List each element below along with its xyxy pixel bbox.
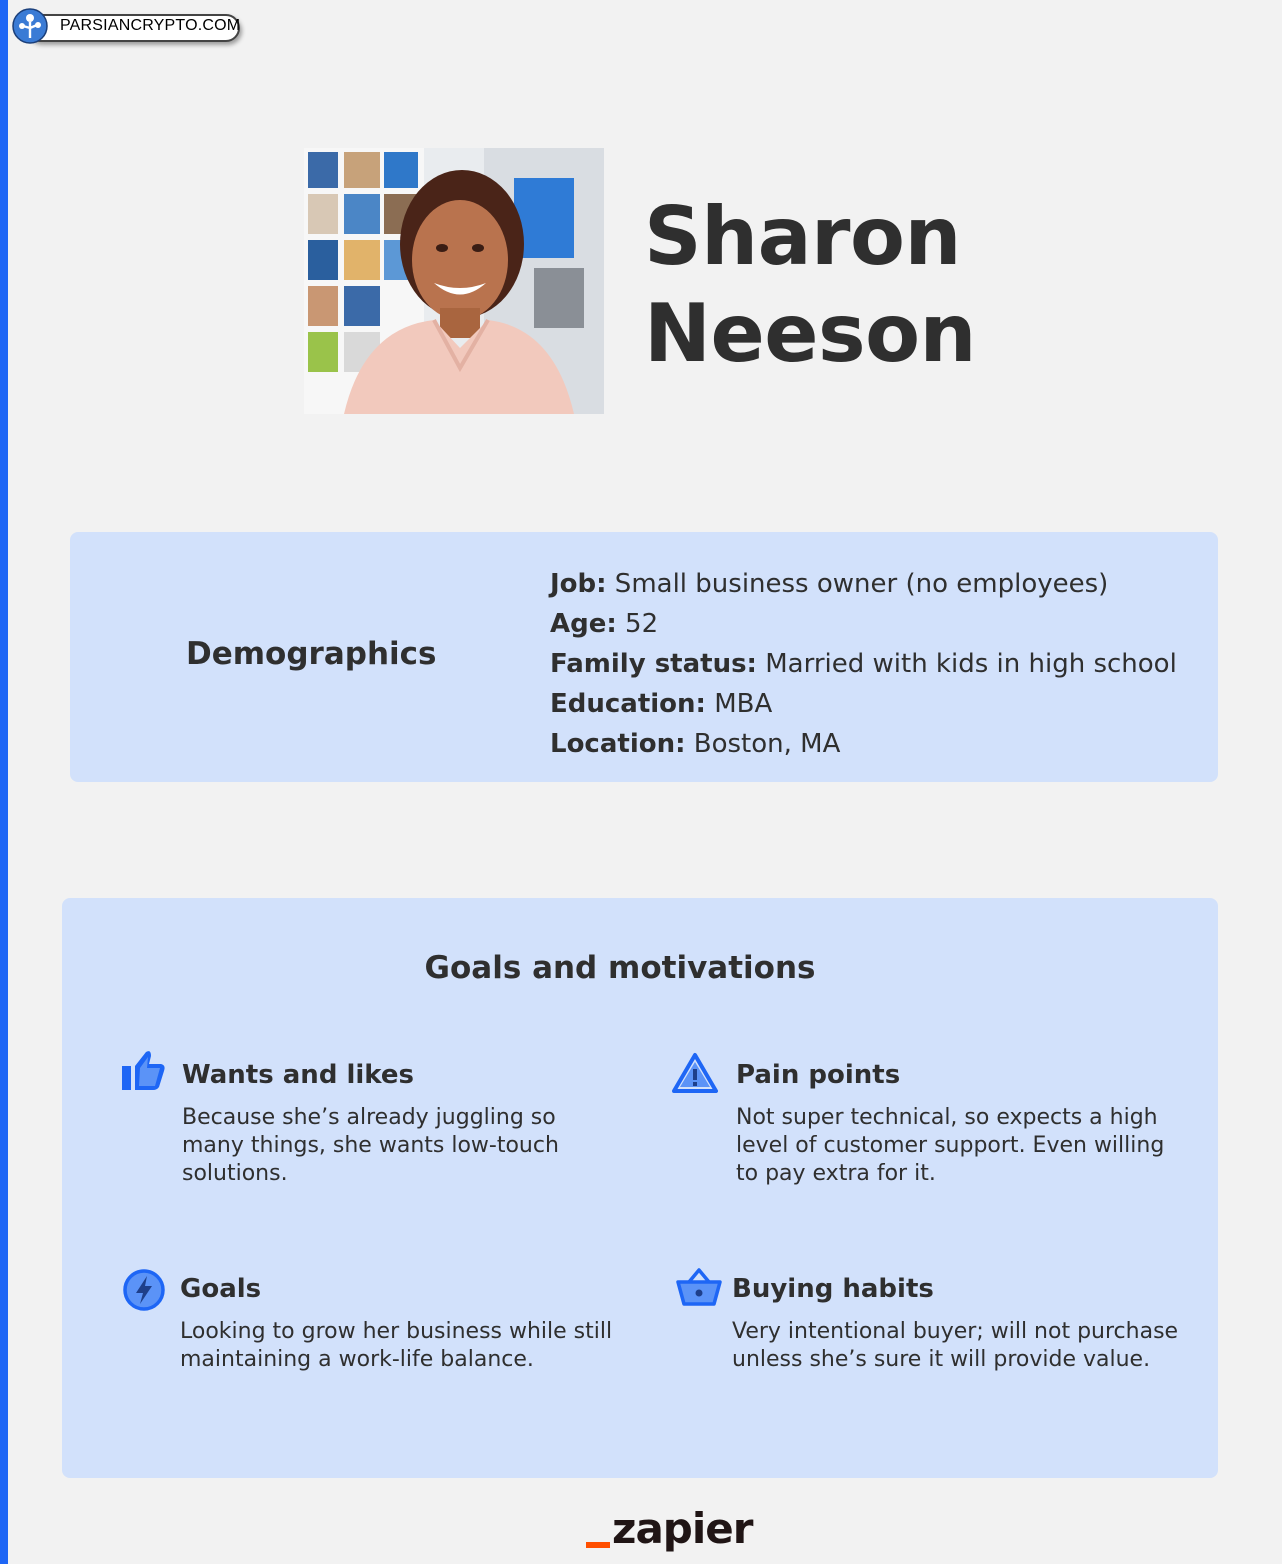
thumbs-up-icon <box>120 1048 166 1092</box>
demographic-row-location <box>550 724 1177 764</box>
persona-name <box>644 188 976 382</box>
goal-text: Because she’s already juggling so many things, she wants low-touch solutions. <box>182 1105 559 1186</box>
demographic-label: Education: <box>550 689 706 719</box>
demographic-value: Small business owner (no employees) <box>606 569 1109 599</box>
goal-text: Looking to grow her business while still maintaining a work-life balance. <box>180 1319 613 1372</box>
demographics-list <box>550 564 1177 764</box>
zapier-logo-text: zapier <box>612 1504 753 1553</box>
demographic-value: Boston, MA <box>685 729 841 759</box>
zapier-logo <box>586 1504 756 1558</box>
basket-icon <box>676 1266 722 1308</box>
warning-icon <box>672 1052 718 1094</box>
demographic-label: Job: <box>550 569 607 599</box>
goal-item-wants <box>120 1048 620 1186</box>
persona-photo <box>304 148 604 414</box>
watermark-text: PARSIANCRYPTO.COM <box>60 17 241 34</box>
persona-first-name: Sharon <box>644 190 961 283</box>
goal-item-pain-points <box>672 1048 1172 1198</box>
watermark-logo-icon <box>12 8 48 44</box>
goals-title: Goals and motivations <box>424 950 816 986</box>
demographic-label: Location: <box>550 729 686 759</box>
goals-card <box>62 898 1218 1478</box>
persona-last-name: Neeson <box>644 287 976 380</box>
zapier-logo-dash <box>586 1542 610 1548</box>
demographic-label: Family status: <box>550 649 757 679</box>
goal-item-buying-habits <box>676 1262 1196 1382</box>
watermark <box>12 8 241 42</box>
left-accent-bar <box>0 0 8 1564</box>
goal-item-goals <box>120 1262 620 1382</box>
goal-text: Very intentional buyer; will not purchase unless she’s sure it will provide value. <box>732 1319 1179 1372</box>
demographics-title: Demographics <box>186 636 437 672</box>
demographic-value: 52 <box>616 609 659 639</box>
goal-title: Wants and likes <box>182 1060 415 1090</box>
demographic-row-job <box>550 564 1177 604</box>
goal-text: Not super technical, so expects a high level of customer support. Even willing to pay extra for it. <box>736 1105 1165 1186</box>
demographic-label: Age: <box>550 609 617 639</box>
goal-title: Buying habits <box>732 1274 934 1304</box>
demographic-value: MBA <box>705 689 773 719</box>
goal-title: Pain points <box>736 1060 901 1090</box>
demographic-value: Married with kids in high school <box>756 649 1177 679</box>
lightning-icon <box>122 1268 166 1312</box>
demographics-card <box>70 532 1218 782</box>
demographic-row-family <box>550 644 1177 684</box>
demographic-row-age <box>550 604 1177 644</box>
goal-title: Goals <box>180 1274 262 1304</box>
demographic-row-education <box>550 684 1177 724</box>
